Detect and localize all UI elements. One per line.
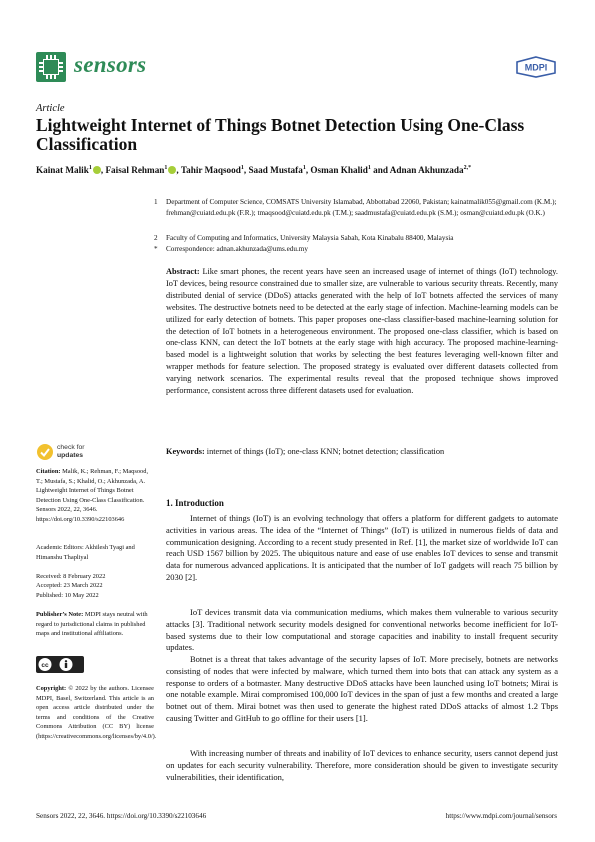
paper-title: Lightweight Internet of Things Botnet Detection Using One-Class Classification — [36, 115, 525, 154]
author-name: Kainat Malik — [36, 165, 89, 176]
mdpi-logo-text: MDPI — [524, 62, 548, 73]
received-date: Received: 8 February 2022 — [36, 573, 106, 580]
check-for-updates-button[interactable]: check for updates — [36, 442, 156, 462]
body-paragraph: With increasing number of threats and inability of IoT devices to enhance security, users cannot depend just on updates for each security vulnerability. Therefore, more consideration should be given to investigate security vulnerabilities, their identification, — [166, 748, 558, 782]
svg-text:cc: cc — [41, 662, 49, 669]
author-list: Kainat Malik$^1$ , Faisal Rehman$^1$ , Tahir Maqsood$^1$, Saad Mustafa$^1$, Osman Khalid$^1$ and Adnan Akhunzada$^{2,*}$ — [36, 165, 472, 176]
keywords-label: Keywords: — [166, 447, 205, 456]
orcid-icon[interactable] — [93, 166, 101, 174]
abstract-label: Abstract: — [166, 267, 200, 276]
body-paragraph: Botnet is a threat that takes advantage of the security lapses of IoT. More precisely, botnets are networks consisting of nodes that were infected by malware, which turned them into bots that can attack any system as a response to orders of a botmaster. Many destructive DDoS attacks have been launched using IoT botnets; Mirai is one notable example. Mirai compromised 100,000 IoT devices in the span of just a few months and created a large botnet out of them. Mirai botnet was then used to generate the highest rated DDoS attacks of almost 1.2 Tbps causing Twitter and GitHub to go offline for their users [1]. — [166, 654, 558, 723]
accepted-date: Accepted: 23 March 2022 — [36, 582, 103, 589]
journal-name: sensors — [74, 52, 147, 77]
footer-journal-url[interactable]: https://www.mdpi.com/journal/sensors — [445, 812, 557, 820]
orcid-icon[interactable] — [168, 166, 176, 174]
author-name: Faisal Rehman — [105, 165, 165, 176]
body-paragraph: Internet of things (IoT) is an evolving technology that offers a platform for different gadgets to automate activities in various areas. The idea of the “Internet of Things” (IoT) is utilized in numerous fields of data and communication designing. According to a recent study presented in Ref. [1], the market size of worldwide IoT can reach USD 1567 billion by 2025. The ubiquitous nature and ease of use enables IoT devices to sense and transmit data for numerous advanced applications. It is anticipated that the number of IoT gadgets will reach 75 billion by 2030 [2]. — [166, 513, 558, 582]
footer-citation: Sensors 2022, 22, 3646. https://doi.org/10.3390/s22103646 — [36, 812, 207, 820]
abstract — [166, 266, 558, 397]
check-updates-icon — [36, 443, 54, 461]
author-name: Saad Mustafa — [248, 165, 303, 176]
copyright: Copyright: © 2022 by the authors. Licensee MDPI, Basel, Switzerland. This article is an open access article distributed under the terms and conditions of the Creative Commons Attribution (CC BY) license (https://creativecommons.org/licenses/by/4.0/). — [36, 685, 157, 740]
citation: Citation: Malik, K.; Rehman, F.; Maqsood, T.; Mustafa, S.; Khalid, O.; Akhunzada, A. Lightweight Internet of Things Botnet Detection Using One-Class Classification. Sensors 2022, 22, 3646. https://doi.org/10.3390/s22103646 — [36, 468, 149, 523]
cc-by-license-icon[interactable] — [36, 656, 84, 673]
academic-editors: Academic Editors: Akhilesh Tyagi and Himanshu Thapliyal — [36, 544, 135, 561]
author-name: Adnan Akhunzada — [389, 165, 464, 176]
author-name: Tahir Maqsood — [180, 165, 241, 176]
abstract-text: Like smart phones, the recent years have seen an increased usage of internet of things (IoT) technology. IoT devices, being resource constrained due to smaller size, are vulnerable to various security threats. Recently, many distributed denial of service (DDoS) attacks generated with the help of IoT botnets affected the services of many websites. The destructive botnets need to be detected at the early stage of infection. Machine-learning models can be utilized for early detection of botnets. This paper proposes one-class classifier-based machine-learning solution for the detection of IoT botnets in a heterogeneous environment. The proposed one-class classifier, which is based on one-class KNN, can detect the IoT botnets at the early stage with high accuracy. The proposed machine-learning-based model is a lightweight solution that works by selecting the best features leveraging well-known filter and wrapper methods for feature selection. The proposed strategy is evaluated over different datasets collected from varying network scenarios. The experimental results reveal that the proposed technique shows improved performance, consistent across three different datasets used for evaluation. — [166, 267, 558, 396]
publisher-note: Publisher’s Note: MDPI stays neutral with regard to jurisdictional claims in published maps and institutional affiliations. — [36, 611, 148, 638]
sensors-logo-icon — [36, 52, 66, 82]
article-type: Article — [36, 103, 65, 114]
affiliation-2: 2 Faculty of Computing and Informatics, University Malaysia Sabah, Kota Kinabalu 88400, Malaysia — [154, 234, 454, 242]
body-paragraph: IoT devices transmit data via communication mediums, which makes them vulnerable to various security attacks [3]. Traditional network security models designed for conventional networks become inefficient for IoT-based systems due to their low computational and storage capacities and inability to install frequent security updates. — [166, 607, 558, 653]
keywords: Keywords: internet of things (IoT); one-class KNN; botnet detection; classification — [166, 447, 445, 456]
author-name: Osman Khalid — [310, 165, 368, 176]
correspondence: * Correspondence: adnan.akhunzada@ums.edu.my — [154, 245, 308, 253]
mdpi-logo-icon — [515, 56, 557, 78]
published-date: Published: 10 May 2022 — [36, 592, 99, 599]
section-heading: 1. Introduction — [166, 498, 224, 508]
affiliation-1: 1 Department of Computer Science, COMSATS University Islamabad, Abbottabad 22060, Pakistan; kainatmalik055@gmail.com (K.M.); frehman@cuiatd.edu.pk (F.R.); tmaqsood@cuiatd.edu.pk (T.M.); saadmustafa@cuiatd.edu.pk (S.M.); osman@cuiatd.edu.pk (O.K.) — [154, 198, 557, 217]
